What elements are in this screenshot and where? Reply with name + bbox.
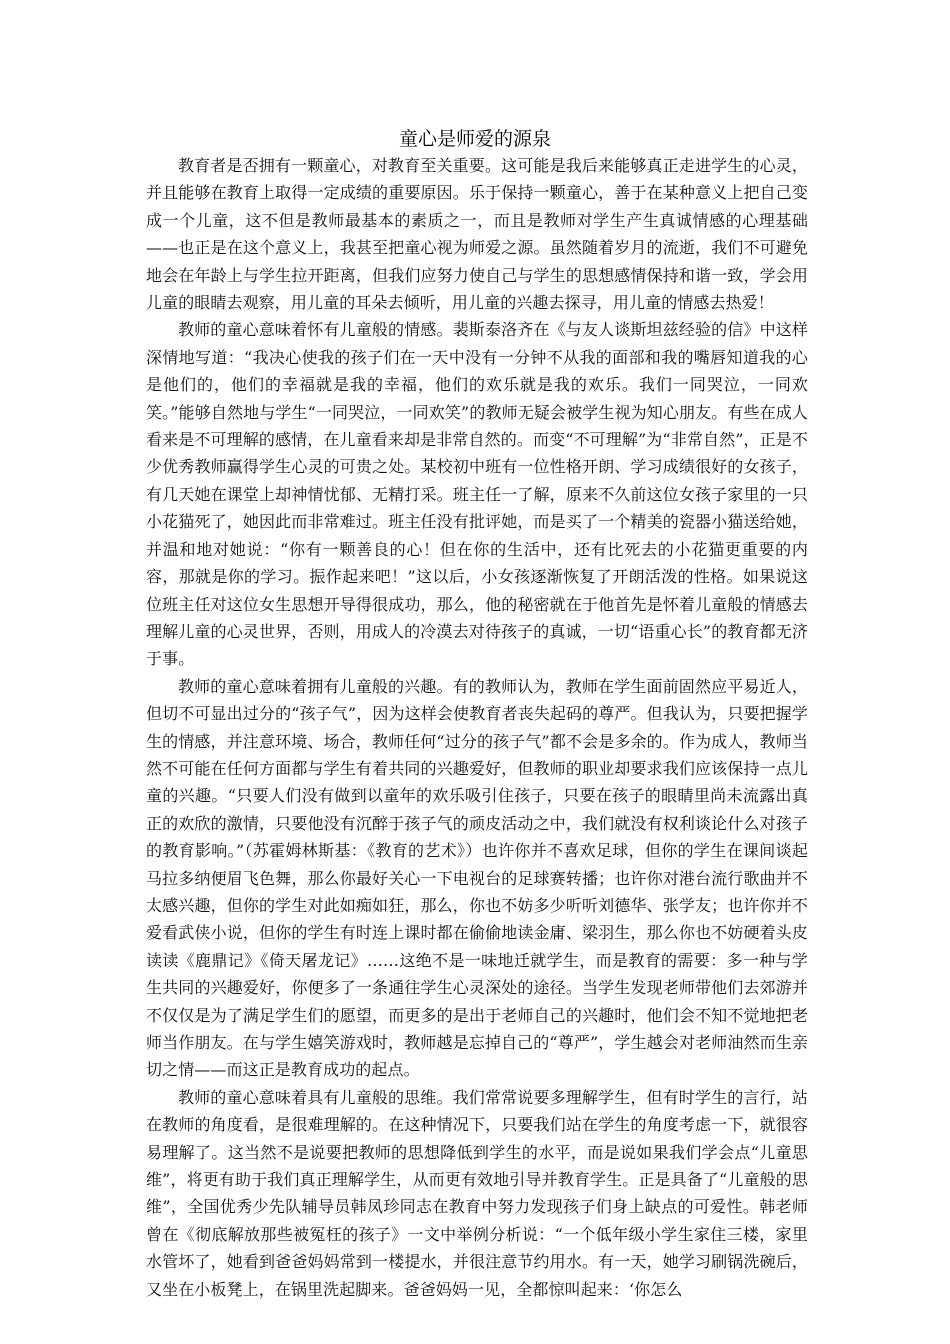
- paragraph-2: 教师的童心意味着怀有儿童般的情感。裴斯泰洛齐在《与友人谈斯坦兹经验的信》中这样深情地写道：“我决心使我的孩子们在一天中没有一分钟不从我的面部和我的嘴唇知道我的心是他们的，他们的幸福就是我的幸福，他们的欢乐就是我的欢乐。我们一同哭泣，一同欢笑。”能够自然地与学生“一同哭泣，一同欢笑”的教师无疑会被学生视为知心朋友。有些在成人看来是不可理解的感情，在儿童看来却是非常自然的。而变“不可理解”为“非常自然”，正是不少优秀教师赢得学生心灵的可贵之处。某校初中班有一位性格开朗、学习成绩很好的女孩子，有几天她在课堂上却神情忧郁、无精打采。班主任一了解，原来不久前这位女孩子家里的一只小花猫死了，她因此而非常难过。班主任没有批评她，而是买了一个精美的瓷器小猫送给她，并温和地对她说：“你有一颗善良的心！但在你的生活中，还有比死去的小花猫更重要的内容，那就是你的学习。振作起来吧！”这以后，小女孩逐渐恢复了开朗活泼的性格。如果说这位班主任对这位女生思想开导得很成功，那么，他的秘密就在于他首先是怀着儿童般的情感去理解儿童的心灵世界，否则，用成人的冷漠去对待孩子的真诚，一切“语重心长”的教育都无济于事。: [146, 320, 808, 669]
- paragraph-4: 教师的童心意味着具有儿童般的思维。我们常常说要多理解学生，但有时学生的言行，站在教师的角度看，是很难理解的。在这种情况下，只要我们站在学生的角度考虑一下，就很容易理解了。这当然不是说要把教师的思想降低到学生的水平，而是说如果我们学会点“儿童思维”，将更有助于我们真正理解学生，从而更有效地引导并教育学生。正是具备了“儿童般的思维”，全国优秀少先队辅导员韩凤珍同志在教育中努力发现孩子们身上缺点的可爱性。韩老师曾在《彻底解放那些被冤枉的孩子》一文中举例分析说：“一个低年级小学生家住三楼，家里水管坏了，她看到爸爸妈妈常到一楼提水，并很注意节约用水。有一天，她学习刷锅洗碗后，又坐在小板凳上，在锅里洗起脚来。爸爸妈妈一见，全都惊叫起来：‘你怎么: [146, 1087, 808, 1299]
- paragraph-3: 教师的童心意味着拥有儿童般的兴趣。有的教师认为，教师在学生面前固然应平易近人，但切不可显出过分的“孩子气”，因为这样会使教育者丧失起码的尊严。但我认为，只要把握学生的情感，并注意环境、场合，教师任何“过分的孩子气”都不会是多余的。作为成人，教师当然不可能在任何方面都与学生有着共同的兴趣爱好，但教师的职业却要求我们应该保持一点儿童的兴趣。“只要人们没有做到以童年的欢乐吸引住孩子，只要在孩子的眼睛里尚未流露出真正的欢欣的激情，只要他没有沉醉于孩子气的顽皮活动之中，我们就没有权利谈论什么对孩子的教育影响。”（苏霍姆林斯基：《教育的艺术》）也许你并不喜欢足球，但你的学生在课间谈起马拉多纳便眉飞色舞，那么你最好关心一下电视台的足球赛转播；也许你对港台流行歌曲并不太感兴趣，但你的学生对此如痴如狂，那么，你也不妨多少听听刘德华、张学友；也许你并不爱看武侠小说，但你的学生有时连上课时都在偷偷地读金庸、梁羽生，那么你也不妨硬着头皮读读《鹿鼎记》《倚天屠龙记》……这绝不是一味地迁就学生，而是教育的需要：多一种与学生共同的兴趣爱好，你便多了一条通往学生心灵深处的途径。当学生发现老师带他们去郊游并不仅仅是为了满足学生们的愿望，而更多的是出于老师自己的兴趣时，他们会不知不觉地把老师当作朋友。在与学生嬉笑游戏时，教师越是忘掉自己的“尊严”，学生越会对老师油然而生亲切之情——而这正是教育成功的起点。: [146, 676, 808, 1080]
- document-body: [146, 152, 808, 1303]
- document-title: 童心是师爱的源泉: [398, 128, 551, 150]
- paragraph-1: 教育者是否拥有一颗童心，对教育至关重要。这可能是我后来能够真正走进学生的心灵，并且能够在教育上取得一定成绩的重要原因。乐于保持一颗童心，善于在某种意义上把自己变成一个儿童，这不但是教师最基本的素质之一，而且是教师对学生产生真诚情感的心理基础——也正是在这个意义上，我甚至把童心视为师爱之源。虽然随着岁月的流逝，我们不可避免地会在年龄上与学生拉开距离，但我们应努力使自己与学生的思想感情保持和谐一致，学会用儿童的眼睛去观察，用儿童的耳朵去倾听，用儿童的兴趣去探寻，用儿童的情感去热爱！: [146, 156, 808, 313]
